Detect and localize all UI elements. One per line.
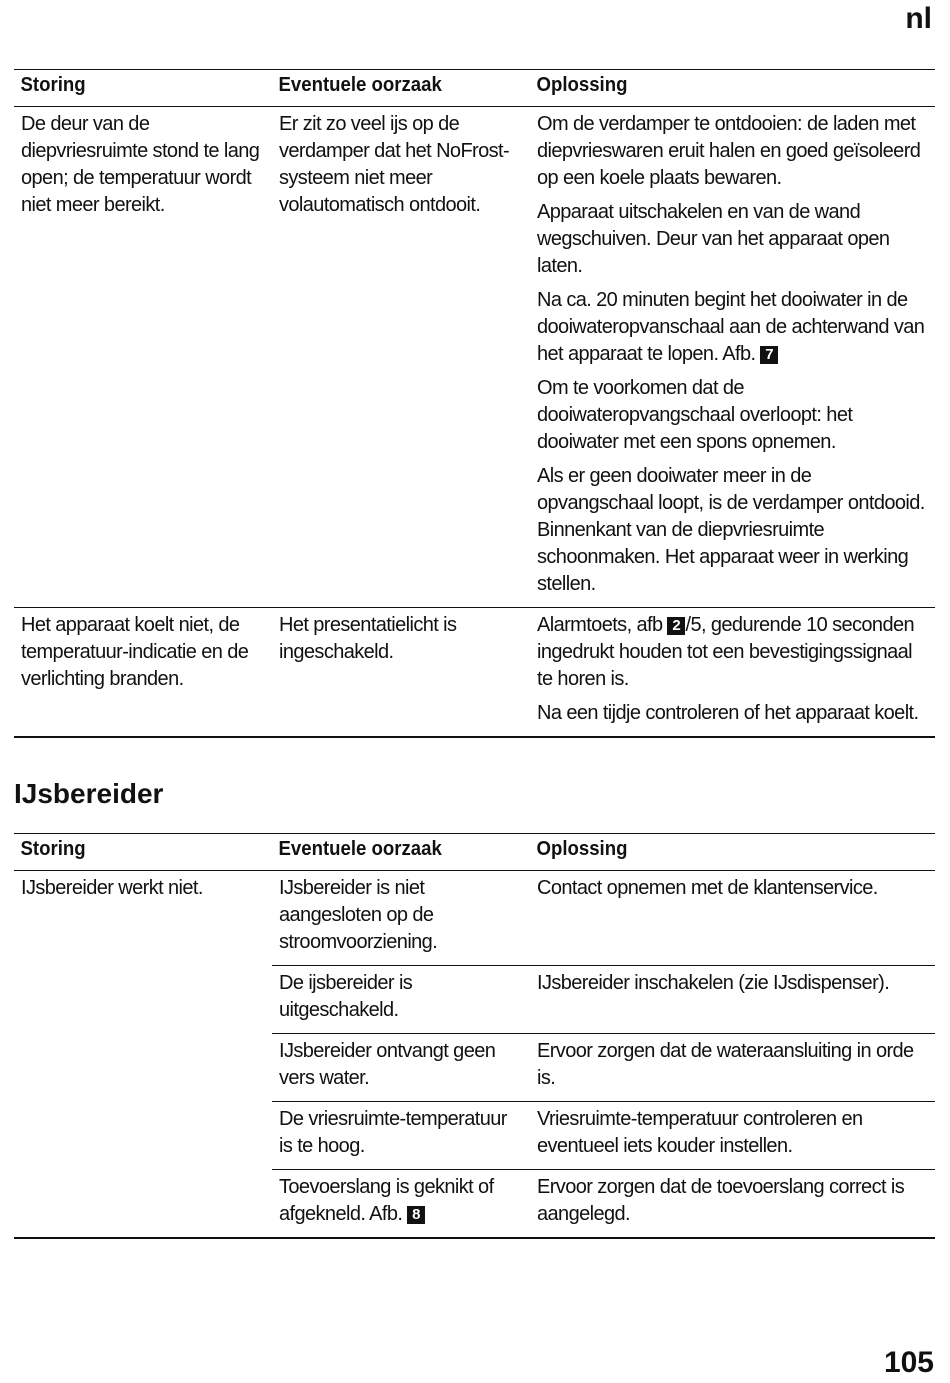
- figure-ref-badge: 8: [407, 1206, 425, 1224]
- solution-step: [537, 612, 929, 693]
- cell-oplossing: [530, 107, 935, 608]
- cell-oorzaak: [272, 1170, 530, 1239]
- solution-step-text: Na ca. 20 minuten begint het dooiwater in de dooiwateropvanschaal aan de achterwand van het apparaat te lopen. Afb.: [537, 289, 925, 365]
- cell-oorzaak: IJsbereider ontvangt geen vers water.: [272, 1034, 530, 1102]
- solution-step-text: /5, gedurende 10 seconden ingedrukt houden tot een bevestigingssignaal te horen is.: [537, 614, 915, 690]
- table-row: [14, 608, 935, 738]
- cell-storing: Het apparaat koelt niet, de temperatuur-indicatie en de verlichting branden.: [14, 608, 272, 738]
- solution-step: Na een tijdje controleren of het apparaat koelt.: [537, 702, 919, 724]
- language-label: nl: [905, 2, 932, 35]
- cell-oorzaak: Het presentatielicht is ingeschakeld.: [272, 608, 530, 738]
- header-oorzaak: Eventuele oorzaak: [272, 834, 512, 871]
- cell-oorzaak: De ijsbereider is uitgeschakeld.: [272, 966, 530, 1034]
- cell-oorzaak: IJsbereider is niet aangesloten op de stroomvoorziening.: [279, 877, 438, 953]
- table-header-row: [14, 834, 935, 871]
- page-number: 105: [883, 1346, 934, 1379]
- header-oplossing: Oplossing: [530, 70, 907, 107]
- troubleshooting-table-icemaker: [14, 833, 935, 1239]
- cause-text: Toevoerslang is geknikt of afgekneld. Afb.: [279, 1176, 494, 1225]
- figure-ref-badge: 2: [667, 617, 685, 635]
- cell-oplossing: Contact opnemen met de klantenservice.: [537, 877, 878, 899]
- solution-step: [537, 287, 929, 368]
- solution-step: Om de verdamper te ontdooien: de laden met diepvrieswaren eruit halen en goed geïsoleerd op een koele plaats bewaren.: [537, 113, 921, 189]
- cell-oplossing: IJsbereider inschakelen (zie IJsdispenser).: [530, 966, 935, 1034]
- header-oorzaak: Eventuele oorzaak: [272, 70, 512, 107]
- header-oplossing: Oplossing: [530, 834, 907, 871]
- figure-ref-badge: 7: [760, 346, 778, 364]
- solution-step: Apparaat uitschakelen en van de wand wegschuiven. Deur van het apparaat open laten.: [537, 201, 890, 277]
- cell-oorzaak: Er zit zo veel ijs op de verdamper dat het NoFrost-systeem niet meer volautomatisch ontdooit.: [272, 107, 530, 608]
- table-header-row: [14, 70, 935, 107]
- solution-step: Om te voorkomen dat de dooiwateropvangschaal overloopt: het dooiwater met een spons opnemen.: [537, 377, 853, 453]
- header-storing: Storing: [14, 70, 254, 107]
- cell-oorzaak: De vriesruimte-temperatuur is te hoog.: [272, 1102, 530, 1170]
- header-storing: Storing: [14, 834, 254, 871]
- cell-oplossing: Ervoor zorgen dat de wateraansluiting in orde is.: [530, 1034, 935, 1102]
- table-row: [14, 871, 935, 966]
- solution-step-text: Alarmtoets, afb: [537, 614, 663, 636]
- solution-step: Als er geen dooiwater meer in de opvangschaal loopt, is de verdamper ontdooid. Binnenkant van de diepvriesruimte schoonmaken. Het apparaat weer in werking stellen.: [537, 465, 925, 595]
- table-row: [14, 107, 935, 608]
- troubleshooting-table-freezer: [14, 69, 935, 738]
- section-title: IJsbereider: [14, 778, 164, 809]
- cell-storing: De deur van de diepvriesruimte stond te lang open; de temperatuur wordt niet meer bereikt.: [14, 107, 272, 608]
- cell-oplossing: Ervoor zorgen dat de toevoerslang correct is aangelegd.: [530, 1170, 935, 1239]
- cell-storing: IJsbereider werkt niet.: [14, 871, 272, 1239]
- cell-oplossing: Vriesruimte-temperatuur controleren en eventueel iets kouder instellen.: [530, 1102, 935, 1170]
- cell-oplossing: [530, 608, 935, 738]
